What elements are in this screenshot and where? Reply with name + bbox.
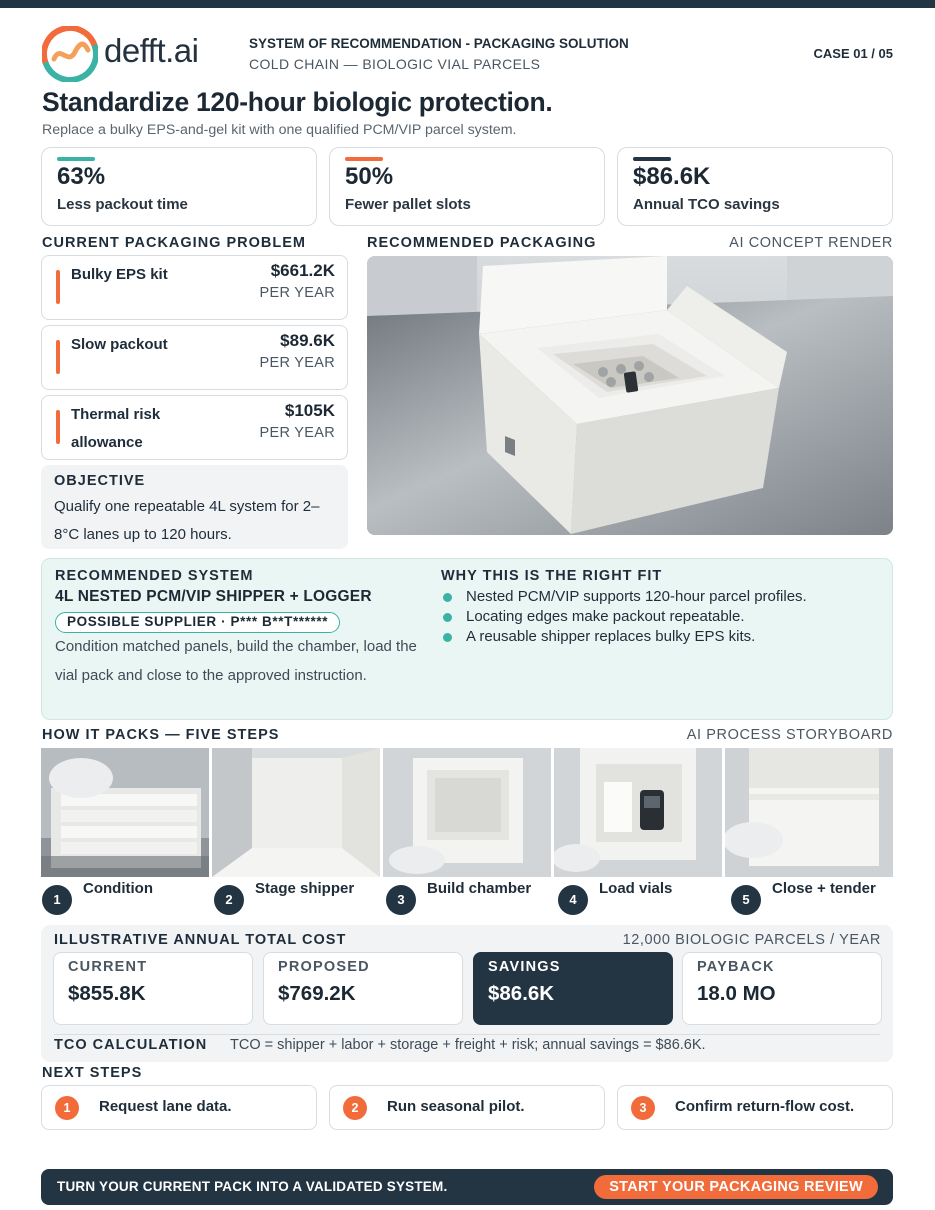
kpi-accent-bar xyxy=(57,157,95,161)
cta-banner xyxy=(41,1169,893,1205)
cost-box-value: 18.0 MO xyxy=(697,982,776,1005)
cost-box-proposed xyxy=(263,952,463,1025)
fit-list xyxy=(441,587,807,647)
fit-heading: WHY THIS IS THE RIGHT FIT xyxy=(441,568,663,584)
step-label: Load vials xyxy=(599,880,673,897)
problem-period: PER YEAR xyxy=(259,425,335,441)
next-step-number: 2 xyxy=(343,1096,367,1120)
problem-card xyxy=(41,255,348,320)
next-step-item xyxy=(329,1085,605,1130)
step-image-condition xyxy=(41,748,209,877)
storyboard-label: AI PROCESS STORYBOARD xyxy=(686,727,893,743)
steps-heading: HOW IT PACKS — FIVE STEPS xyxy=(42,727,280,743)
step-number-badge: 1 xyxy=(42,885,72,915)
divider xyxy=(54,1034,880,1035)
kpi-label: Fewer pallet slots xyxy=(345,196,471,213)
top-accent-bar xyxy=(0,0,935,8)
step-label: Condition xyxy=(83,880,153,897)
fit-point xyxy=(441,627,807,647)
cost-box-label: PAYBACK xyxy=(697,959,775,975)
cta-text: TURN YOUR CURRENT PACK INTO A VALIDATED SYSTEM. xyxy=(57,1179,448,1194)
cost-box-value: $769.2K xyxy=(278,982,356,1005)
next-step-item xyxy=(41,1085,317,1130)
supplier-badge: POSSIBLE SUPPLIER · P*** B**T****** xyxy=(55,612,340,633)
fit-point-text: A reusable shipper replaces bulky EPS kits. xyxy=(466,628,756,645)
tco-calc-formula: TCO = shipper + labor + storage + freight + risk; annual savings = $86.6K. xyxy=(230,1037,706,1053)
problem-marker xyxy=(56,340,60,374)
system-heading: RECOMMENDED SYSTEM xyxy=(55,568,254,584)
bullet-dot-icon xyxy=(443,593,452,602)
bullet-dot-icon xyxy=(443,613,452,622)
cost-box-value: $86.6K xyxy=(488,982,555,1005)
cost-box-value: $855.8K xyxy=(68,982,146,1005)
tco-calc-heading: TCO CALCULATION xyxy=(54,1037,208,1053)
kpi-card xyxy=(617,147,893,226)
page-title: Standardize 120-hour biologic protection. xyxy=(42,87,553,117)
start-review-button[interactable]: START YOUR PACKAGING REVIEW xyxy=(594,1175,878,1199)
step-number-badge: 2 xyxy=(214,885,244,915)
defft-logo-icon xyxy=(42,26,98,82)
kpi-accent-bar xyxy=(633,157,671,161)
step-label: Build chamber xyxy=(427,880,532,897)
system-description: Condition matched panels, build the chamber, load the vial pack and close to the approved instruction. xyxy=(55,638,417,684)
next-step-label: Run seasonal pilot. xyxy=(387,1098,525,1115)
next-steps-heading: NEXT STEPS xyxy=(42,1065,143,1081)
fit-point-text: Nested PCM/VIP supports 120-hour parcel profiles. xyxy=(466,588,807,605)
next-step-label: Request lane data. xyxy=(99,1098,232,1115)
cost-heading: ILLUSTRATIVE ANNUAL TOTAL COST xyxy=(54,932,347,948)
annual-cost-panel xyxy=(41,925,893,1062)
step-image-close-tender xyxy=(725,748,893,877)
fit-point xyxy=(441,587,807,607)
recommended-system-panel xyxy=(41,558,893,720)
cost-box-label: SAVINGS xyxy=(488,959,561,975)
next-step-number: 1 xyxy=(55,1096,79,1120)
header-subcategory: COLD CHAIN — BIOLOGIC VIAL PARCELS xyxy=(249,56,541,72)
problem-card xyxy=(41,325,348,390)
problem-name: Bulky EPS kit xyxy=(71,266,168,283)
step-image-load-vials xyxy=(554,748,722,877)
problem-card xyxy=(41,395,348,460)
kpi-card xyxy=(329,147,605,226)
packaging-heading: RECOMMENDED PACKAGING xyxy=(367,235,597,251)
problem-amount: $105K xyxy=(284,401,335,420)
problem-period: PER YEAR xyxy=(259,285,335,301)
step-number-badge: 5 xyxy=(731,885,761,915)
packaging-render-image xyxy=(367,256,893,535)
render-label: AI CONCEPT RENDER xyxy=(729,235,893,251)
step-number-badge: 4 xyxy=(558,885,588,915)
next-step-item xyxy=(617,1085,893,1130)
kpi-card xyxy=(41,147,317,226)
kpi-accent-bar xyxy=(345,157,383,161)
page-subtitle: Replace a bulky EPS-and-gel kit with one qualified PCM/VIP parcel system. xyxy=(42,122,517,138)
problem-amount: $89.6K xyxy=(280,331,335,350)
step-number-badge: 3 xyxy=(386,885,416,915)
problem-marker xyxy=(56,270,60,304)
cost-box-label: CURRENT xyxy=(68,959,148,975)
problem-marker xyxy=(56,410,60,444)
problem-heading: CURRENT PACKAGING PROBLEM xyxy=(42,235,306,251)
step-label: Close + tender xyxy=(772,880,876,897)
cost-box-label: PROPOSED xyxy=(278,959,370,975)
shipper-render-illustration xyxy=(367,256,893,535)
next-step-number: 3 xyxy=(631,1096,655,1120)
problem-name: Thermal risk allowance xyxy=(71,406,161,451)
parcel-volume: 12,000 BIOLOGIC PARCELS / YEAR xyxy=(622,932,881,948)
cost-box-savings xyxy=(473,952,673,1025)
next-step-label: Confirm return-flow cost. xyxy=(675,1098,855,1115)
step-image-stage-shipper xyxy=(212,748,380,877)
system-name: 4L NESTED PCM/VIP SHIPPER + LOGGER xyxy=(55,588,372,605)
objective-text: Qualify one repeatable 4L system for 2–8°C lanes up to 120 hours. xyxy=(54,498,320,543)
fit-point xyxy=(441,607,807,627)
kpi-label: Less packout time xyxy=(57,196,188,213)
brand-name: defft.ai xyxy=(104,32,199,69)
problem-amount: $661.2K xyxy=(270,261,335,280)
step-label: Stage shipper xyxy=(255,880,355,897)
problem-period: PER YEAR xyxy=(259,355,335,371)
problem-name: Slow packout xyxy=(71,336,168,353)
fit-point-text: Locating edges make packout repeatable. xyxy=(466,608,745,625)
step-image-build-chamber xyxy=(383,748,551,877)
cost-box-current xyxy=(53,952,253,1025)
kpi-value: $86.6K xyxy=(633,163,711,190)
case-counter: CASE 01 / 05 xyxy=(813,46,893,61)
bullet-dot-icon xyxy=(443,633,452,642)
objective-box xyxy=(41,465,348,549)
kpi-value: 50% xyxy=(345,163,394,190)
kpi-value: 63% xyxy=(57,163,106,190)
header-category: SYSTEM OF RECOMMENDATION - PACKAGING SOLUTION xyxy=(249,36,629,51)
kpi-label: Annual TCO savings xyxy=(633,196,780,213)
cost-box-payback xyxy=(682,952,882,1025)
objective-heading: OBJECTIVE xyxy=(54,473,146,489)
